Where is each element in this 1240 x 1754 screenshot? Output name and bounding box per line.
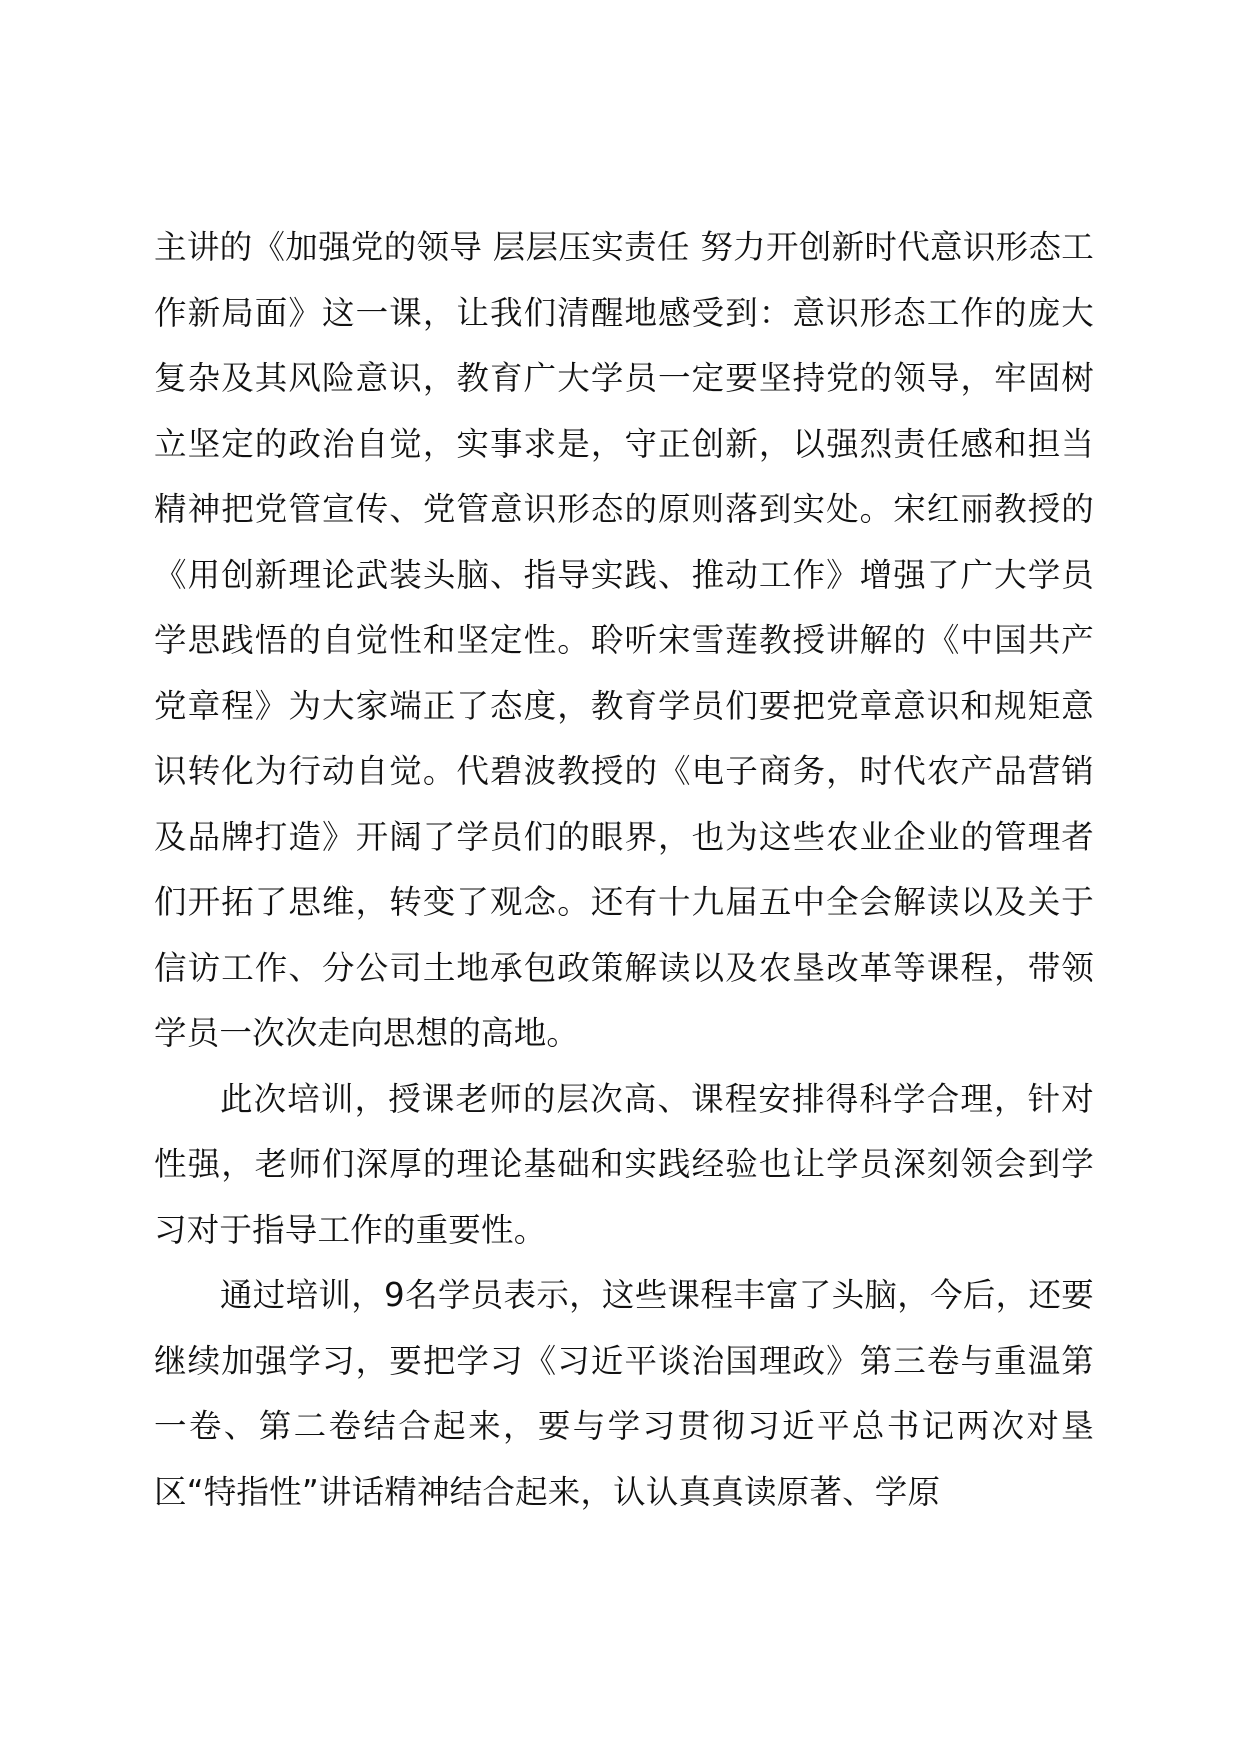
paragraph-1: 主讲的《加强党的领导 层层压实责任 努力开创新时代意识形态工作新局面》这一课，让我们清醒地感受到：意识形态工作的庞大复杂及其风险意识，教育广大学员一定要坚持党的领导，牢固树立坚定的政治自觉，实事求是，守正创新，以强烈责任感和担当精神把党管宣传、党管意识形态的原则落到实处。宋红丽教授的《用创新理论武装头脑、指导实践、推动工作》增强了广大学员学思践悟的自觉性和坚定性。聆听宋雪莲教授讲解的《中国共产党章程》为大家端正了态度，教育学员们要把党章意识和规矩意识转化为行动自觉。代碧波教授的《电子商务，时代农产品营销及品牌打造》开阔了学员们的眼界，也为这些农业企业的管理者们开拓了思维，转变了观念。还有十九届五中全会解读以及关于信访工作、分公司土地承包政策解读以及农垦改革等课程，带领学员一次次走向思想的高地。 [154, 228, 1094, 1052]
paragraph-3: 通过培训，9名学员表示，这些课程丰富了头脑，今后，还要继续加强学习，要把学习《习近平谈治国理政》第三卷与重温第一卷、第二卷结合起来，要与学习贯彻习近平总书记两次对垦区“特指性”讲话精神结合起来，认认真真读原著、学原 [154, 1276, 1094, 1511]
paragraph-2: 此次培训，授课老师的层次高、课程安排得科学合理，针对性强，老师们深厚的理论基础和实践经验也让学员深刻领会到学习对于指导工作的重要性。 [154, 1079, 1094, 1249]
document-body [154, 215, 1094, 1525]
